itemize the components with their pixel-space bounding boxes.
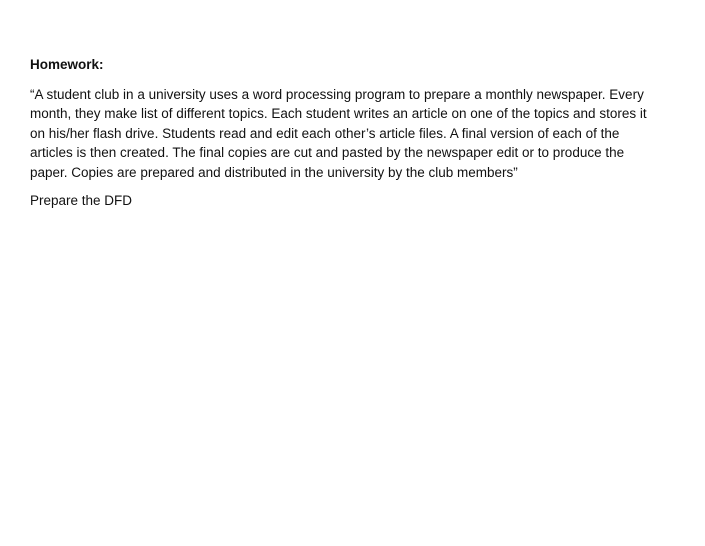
task-instruction: Prepare the DFD: [30, 193, 133, 209]
document-page: [30, 55, 670, 210]
homework-heading: Homework:: [30, 57, 104, 72]
case-study-paragraph: “A student club in a university uses a word processing program to prepare a monthly newspaper. Every month, they make list of different topics. Each student writes an article on one of the topics and stores it on his/her flash drive. Students read and edit each other’s article files. A final version of each of the articles is then created. The final copies are cut and pasted by the newspaper edit or to produce the paper. Copies are prepared and distributed in the university by the club members”: [30, 87, 647, 180]
